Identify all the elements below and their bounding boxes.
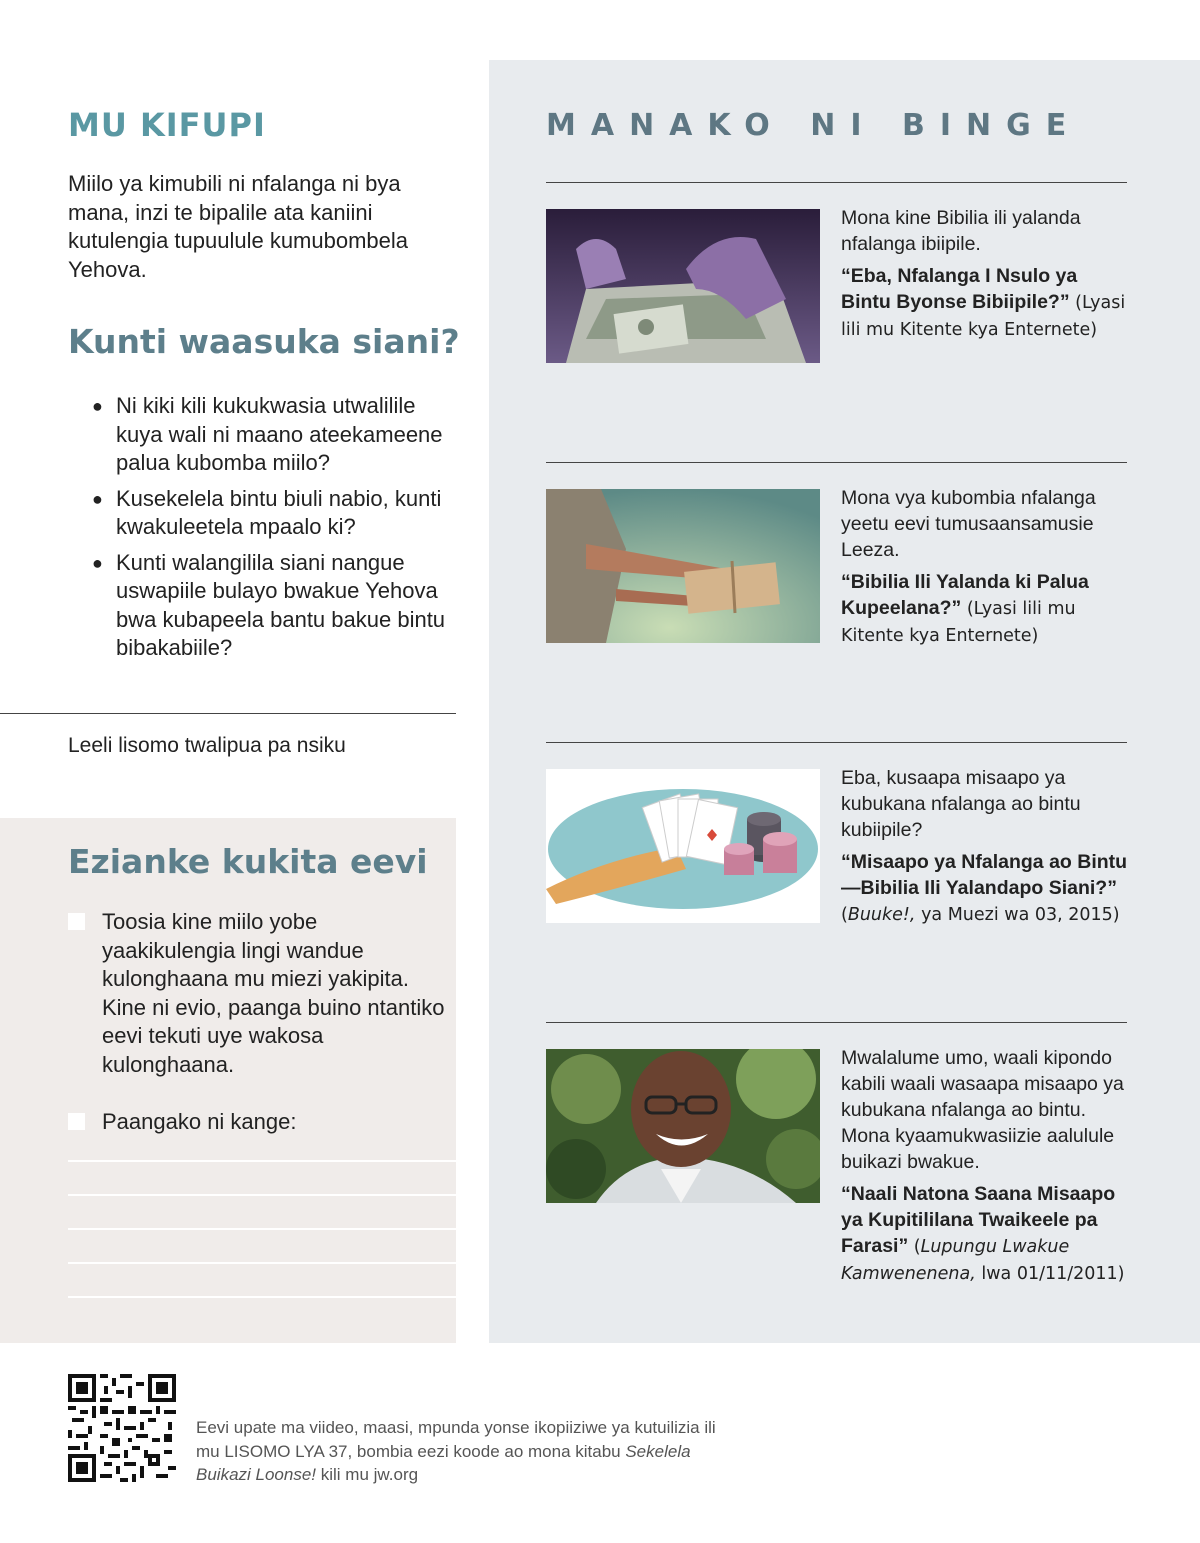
article-1: Mona kine Bibilia ili yalanda nfalanga ibiipile. “Eba, Nfalanga I Nsulo ya Bintu Byonse Bibiipile?” (Lyasi lili mu Kitente kya Enternete) xyxy=(841,207,1126,340)
writing-line xyxy=(68,1228,456,1230)
task-title: Ezianke kukita eevi xyxy=(68,842,428,881)
more-title: MANAKO NI BINGE xyxy=(546,108,1082,143)
article-title-link[interactable]: “Misaapo ya Nfalanga ao Bintu—Bibilia Ili Yalandapo Siani?” xyxy=(841,851,1128,899)
divider xyxy=(0,713,456,714)
article-4: Mwalalume umo, waali kipondo kabili waali wasaapa misaapo ya kubukana nfalanga ao bintu. Mona kyaamukwasiizie aalulule buikazi bwakue. “Naali Natona Saana Misaapo ya Kupitililana Twaikeele pa Farasi” (Lupungu Lwakue Kamwenenena, lwa 01/11/2011) xyxy=(841,1047,1125,1284)
smiling-man-image xyxy=(546,1049,820,1203)
review-question: ● Kunti walangilila siani nangue uswapiile bulayo bwakue Yehova bwa kubapeela bantu bakue bintu bibakabiile? xyxy=(92,549,446,660)
checkbox-icon[interactable] xyxy=(68,1113,85,1130)
article-title-link[interactable]: “Naali Natona Saana Misaapo ya Kupitililana Twaikeele pa Farasi” xyxy=(841,1183,1116,1257)
writing-line xyxy=(68,1262,456,1264)
review-question: ● Ni kiki kili kukukwasia utwalilile kuya wali ni maano ateekameene palua kubomba miilo? xyxy=(92,393,443,475)
divider xyxy=(546,742,1127,743)
writing-line xyxy=(68,1194,456,1196)
money-hands-image xyxy=(546,209,820,363)
task-box xyxy=(0,818,456,1343)
lesson-date-note: Leeli lisomo twalipua pa nsiku xyxy=(68,734,346,757)
task-item-1: Toosia kine miilo yobe yaakikulengia lingi wandue kulonghaana mu miezi yakipita. Kine ni evio, paanga buino ntantiko eevi tekuti uye wakosa kulonghaana. xyxy=(68,908,448,1079)
qr-code-icon[interactable] xyxy=(68,1374,176,1482)
bullet-icon: ● xyxy=(92,396,103,416)
footer-text: Eevi upate ma viideo, maasi, mpunda yonse ikopiiziwe ya kutuilizia ili mu LISOMO LYA 37, bombia eezi koode ao mona kitabu Sekelela Buikazi Loonse! kili mu jw.org xyxy=(196,1418,716,1484)
bullet-icon: ● xyxy=(92,488,103,509)
bullet-icon: ● xyxy=(92,552,103,573)
review-questions xyxy=(92,392,462,670)
article-3: Eba, kusaapa misaapo ya kubukana nfalanga ao bintu kubiipile? “Misaapo ya Nfalanga ao Bintu—Bibilia Ili Yalandapo Siani?” (Buuke!, ya Muezi wa 03, 2015) xyxy=(841,767,1128,925)
review-title: Kunti waasuka siani? xyxy=(68,322,460,361)
summary-title: MU KIFUPI xyxy=(68,106,266,144)
writing-line xyxy=(68,1296,456,1298)
cards-chips-image xyxy=(546,769,820,923)
task-item-2: Paangako ni kange: xyxy=(68,1108,448,1137)
article-title-link[interactable]: “Eba, Nfalanga I Nsulo ya Bintu Byonse Bibiipile?” xyxy=(841,265,1078,313)
divider xyxy=(546,182,1127,183)
summary-text: Miilo ya kimubili ni nfalanga ni bya mana, inzi te bipalile ata kaniini kutulengia tupuulule kumubombela Yehova. xyxy=(68,171,409,282)
checkbox-icon[interactable] xyxy=(68,913,85,930)
writing-line xyxy=(68,1160,456,1162)
divider xyxy=(546,462,1127,463)
gift-box-image xyxy=(546,489,820,643)
article-2: Mona vya kubombia nfalanga yeetu eevi tumusaansamusie Leeza. “Bibilia Ili Yalanda ki Palua Kupeelana?” (Lyasi lili mu Kitente kya Enternete) xyxy=(841,487,1096,646)
article-title-link[interactable]: “Bibilia Ili Yalanda ki Palua Kupeelana?” xyxy=(841,571,1089,619)
divider xyxy=(546,1022,1127,1023)
review-question: ● Kusekelela bintu biuli nabio, kunti kwakuleetela mpaalo ki? xyxy=(92,485,442,539)
